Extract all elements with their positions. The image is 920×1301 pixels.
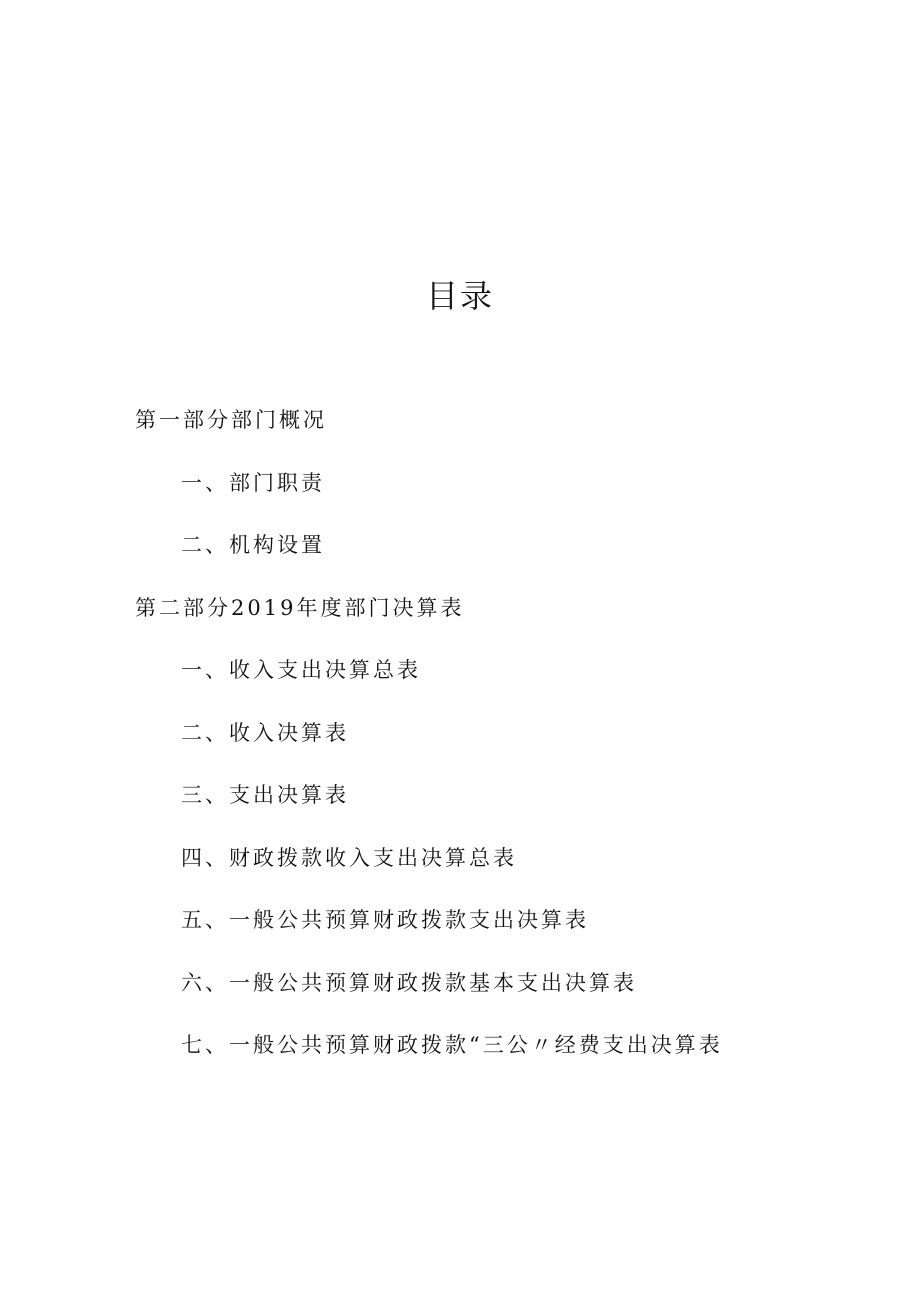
toc-part-1[interactable]: 第一部分部门概况 bbox=[135, 408, 327, 432]
toc-item-income-table[interactable]: 二、收入决算表 bbox=[181, 721, 349, 745]
toc-item-fiscal-summary[interactable]: 四、财政拨款收入支出决算总表 bbox=[181, 846, 517, 870]
toc-item-income-expense-summary[interactable]: 一、收入支出决算总表 bbox=[181, 658, 421, 682]
toc-part-2[interactable]: 第二部分2019年度部门决算表 bbox=[135, 596, 465, 620]
toc-item-three-public-expense[interactable]: 七、一般公共预算财政拨款“三公〃经费支出决算表 bbox=[181, 1033, 723, 1057]
toc-item-expense-table[interactable]: 三、支出决算表 bbox=[181, 783, 349, 807]
toc-item-general-budget-basic-expense[interactable]: 六、一般公共预算财政拨款基本支出决算表 bbox=[181, 971, 637, 995]
toc-item-department-duties[interactable]: 一、部门职责 bbox=[181, 471, 325, 495]
page-title: 目录 bbox=[425, 277, 494, 315]
toc-item-organization-setup[interactable]: 二、机构设置 bbox=[181, 533, 325, 557]
toc-item-general-budget-expense[interactable]: 五、一般公共预算财政拨款支出决算表 bbox=[181, 908, 589, 932]
